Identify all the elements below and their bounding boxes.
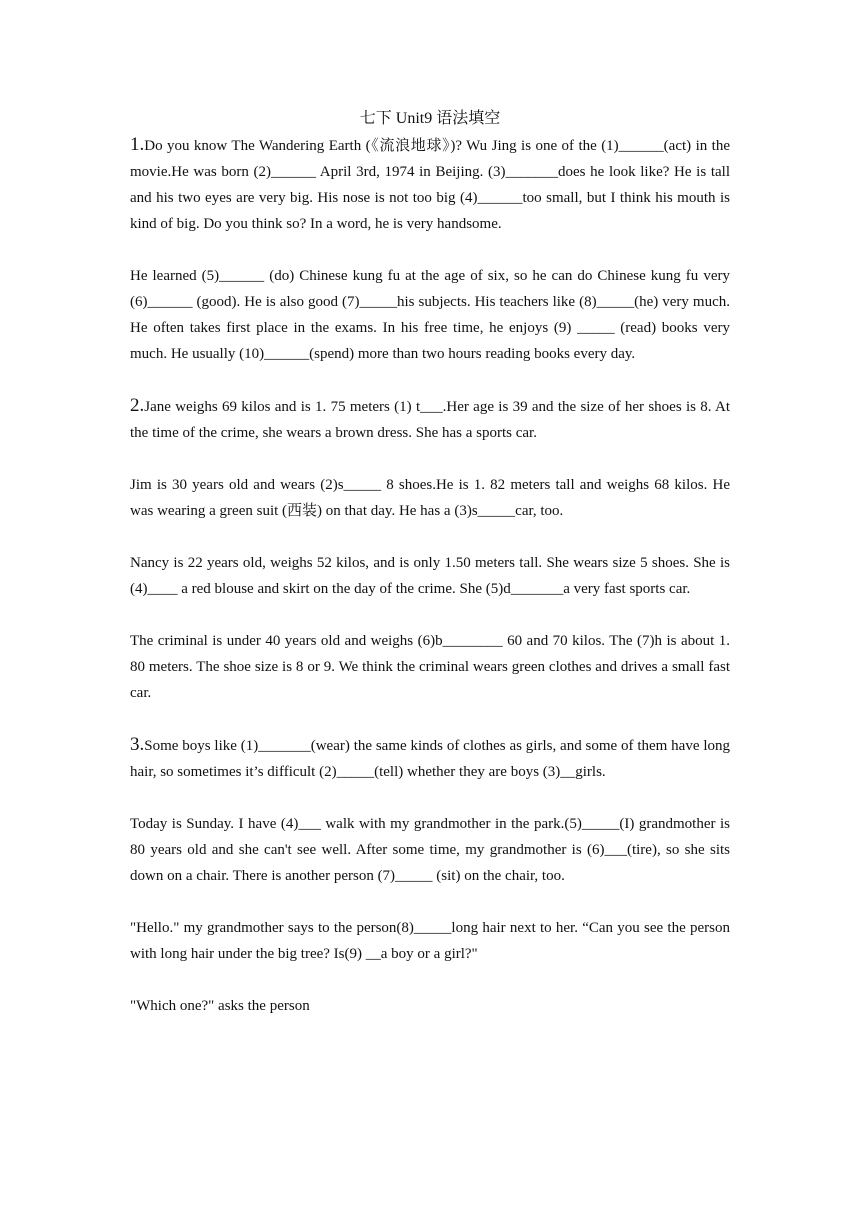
section-3-paragraph-4: "Which one?" asks the person: [130, 998, 310, 1014]
section-3-number: 3.: [130, 734, 145, 755]
section-3-text-1: Some boys like (1)_______(wear) the same kinds of clothes as girls, and some of them have long hair, so sometimes it’s difficult (2)_____(tell) whether they are boys (3)__girls.: [130, 738, 730, 780]
section-3-paragraph-3: "Hello." my grandmother says to the person(8)_____long hair next to her. “Can you see the person with long hair under the big tree? Is(9) __a boy or a girl?": [130, 920, 730, 962]
section-3-paragraph-2: Today is Sunday. I have (4)___ walk with my grandmother in the park.(5)_____(I) grandmother is 80 years old and she can't see well. After some time, my grandmother is (6)___(tire), so she sits down on a chair. There is another person (7)_____ (sit) on the chair, too.: [130, 816, 730, 884]
section-2-paragraph-4: The criminal is under 40 years old and weighs (6)b________ 60 and 70 kilos. The (7)h is about 1. 80 meters. The shoe size is 8 or 9. We think the criminal wears green clothes and drives a small fast car.: [130, 633, 730, 701]
worksheet-page: [130, 106, 730, 1019]
page-title: 七下 Unit9 语法填空: [359, 110, 501, 127]
section-3-paragraph-1: [130, 732, 730, 785]
section-2-text-1: Jane weighs 69 kilos and is 1. 75 meters (1) t___.Her age is 39 and the size of her shoes is 8. At the time of the crime, she wears a brown dress. She has a sports car.: [130, 399, 730, 441]
section-1-paragraph-2: He learned (5)______ (do) Chinese kung fu at the age of six, so he can do Chinese kung fu very (6)______ (good). He is also good (7)_____his subjects. His teachers like (8)_____(he) very much. He often takes first place in the exams. In his free time, he enjoys (9) _____ (read) books very much. He usually (10)______(spend) more than two hours reading books every day.: [130, 268, 730, 362]
section-2-paragraph-2: Jim is 30 years old and wears (2)s_____ 8 shoes.He is 1. 82 meters tall and weighs 68 kilos. He was wearing a green suit (西装) on that day. He has a (3)s_____car, too.: [130, 477, 730, 519]
section-1-number: 1.: [130, 134, 145, 155]
section-2-paragraph-1: [130, 393, 730, 446]
section-1-text-1: Do you know The Wandering Earth (《流浪地球》)? Wu Jing is one of the (1)______(act) in the movie.He was born (2)______ April 3rd, 1974 in Beijing. (3)_______does he look like? He is tall and his two eyes are very big. His nose is not too big (4)______too small, but I think his mouth is kind of big. Do you think so? In a word, he is very handsome.: [130, 138, 730, 232]
section-2-number: 2.: [130, 395, 145, 416]
section-2-paragraph-3: Nancy is 22 years old, weighs 52 kilos, and is only 1.50 meters tall. She wears size 5 shoes. She is (4)____ a red blouse and skirt on the day of the crime. She (5)d_______a very fast sports car.: [130, 555, 730, 597]
section-1-paragraph-1: [130, 132, 730, 237]
